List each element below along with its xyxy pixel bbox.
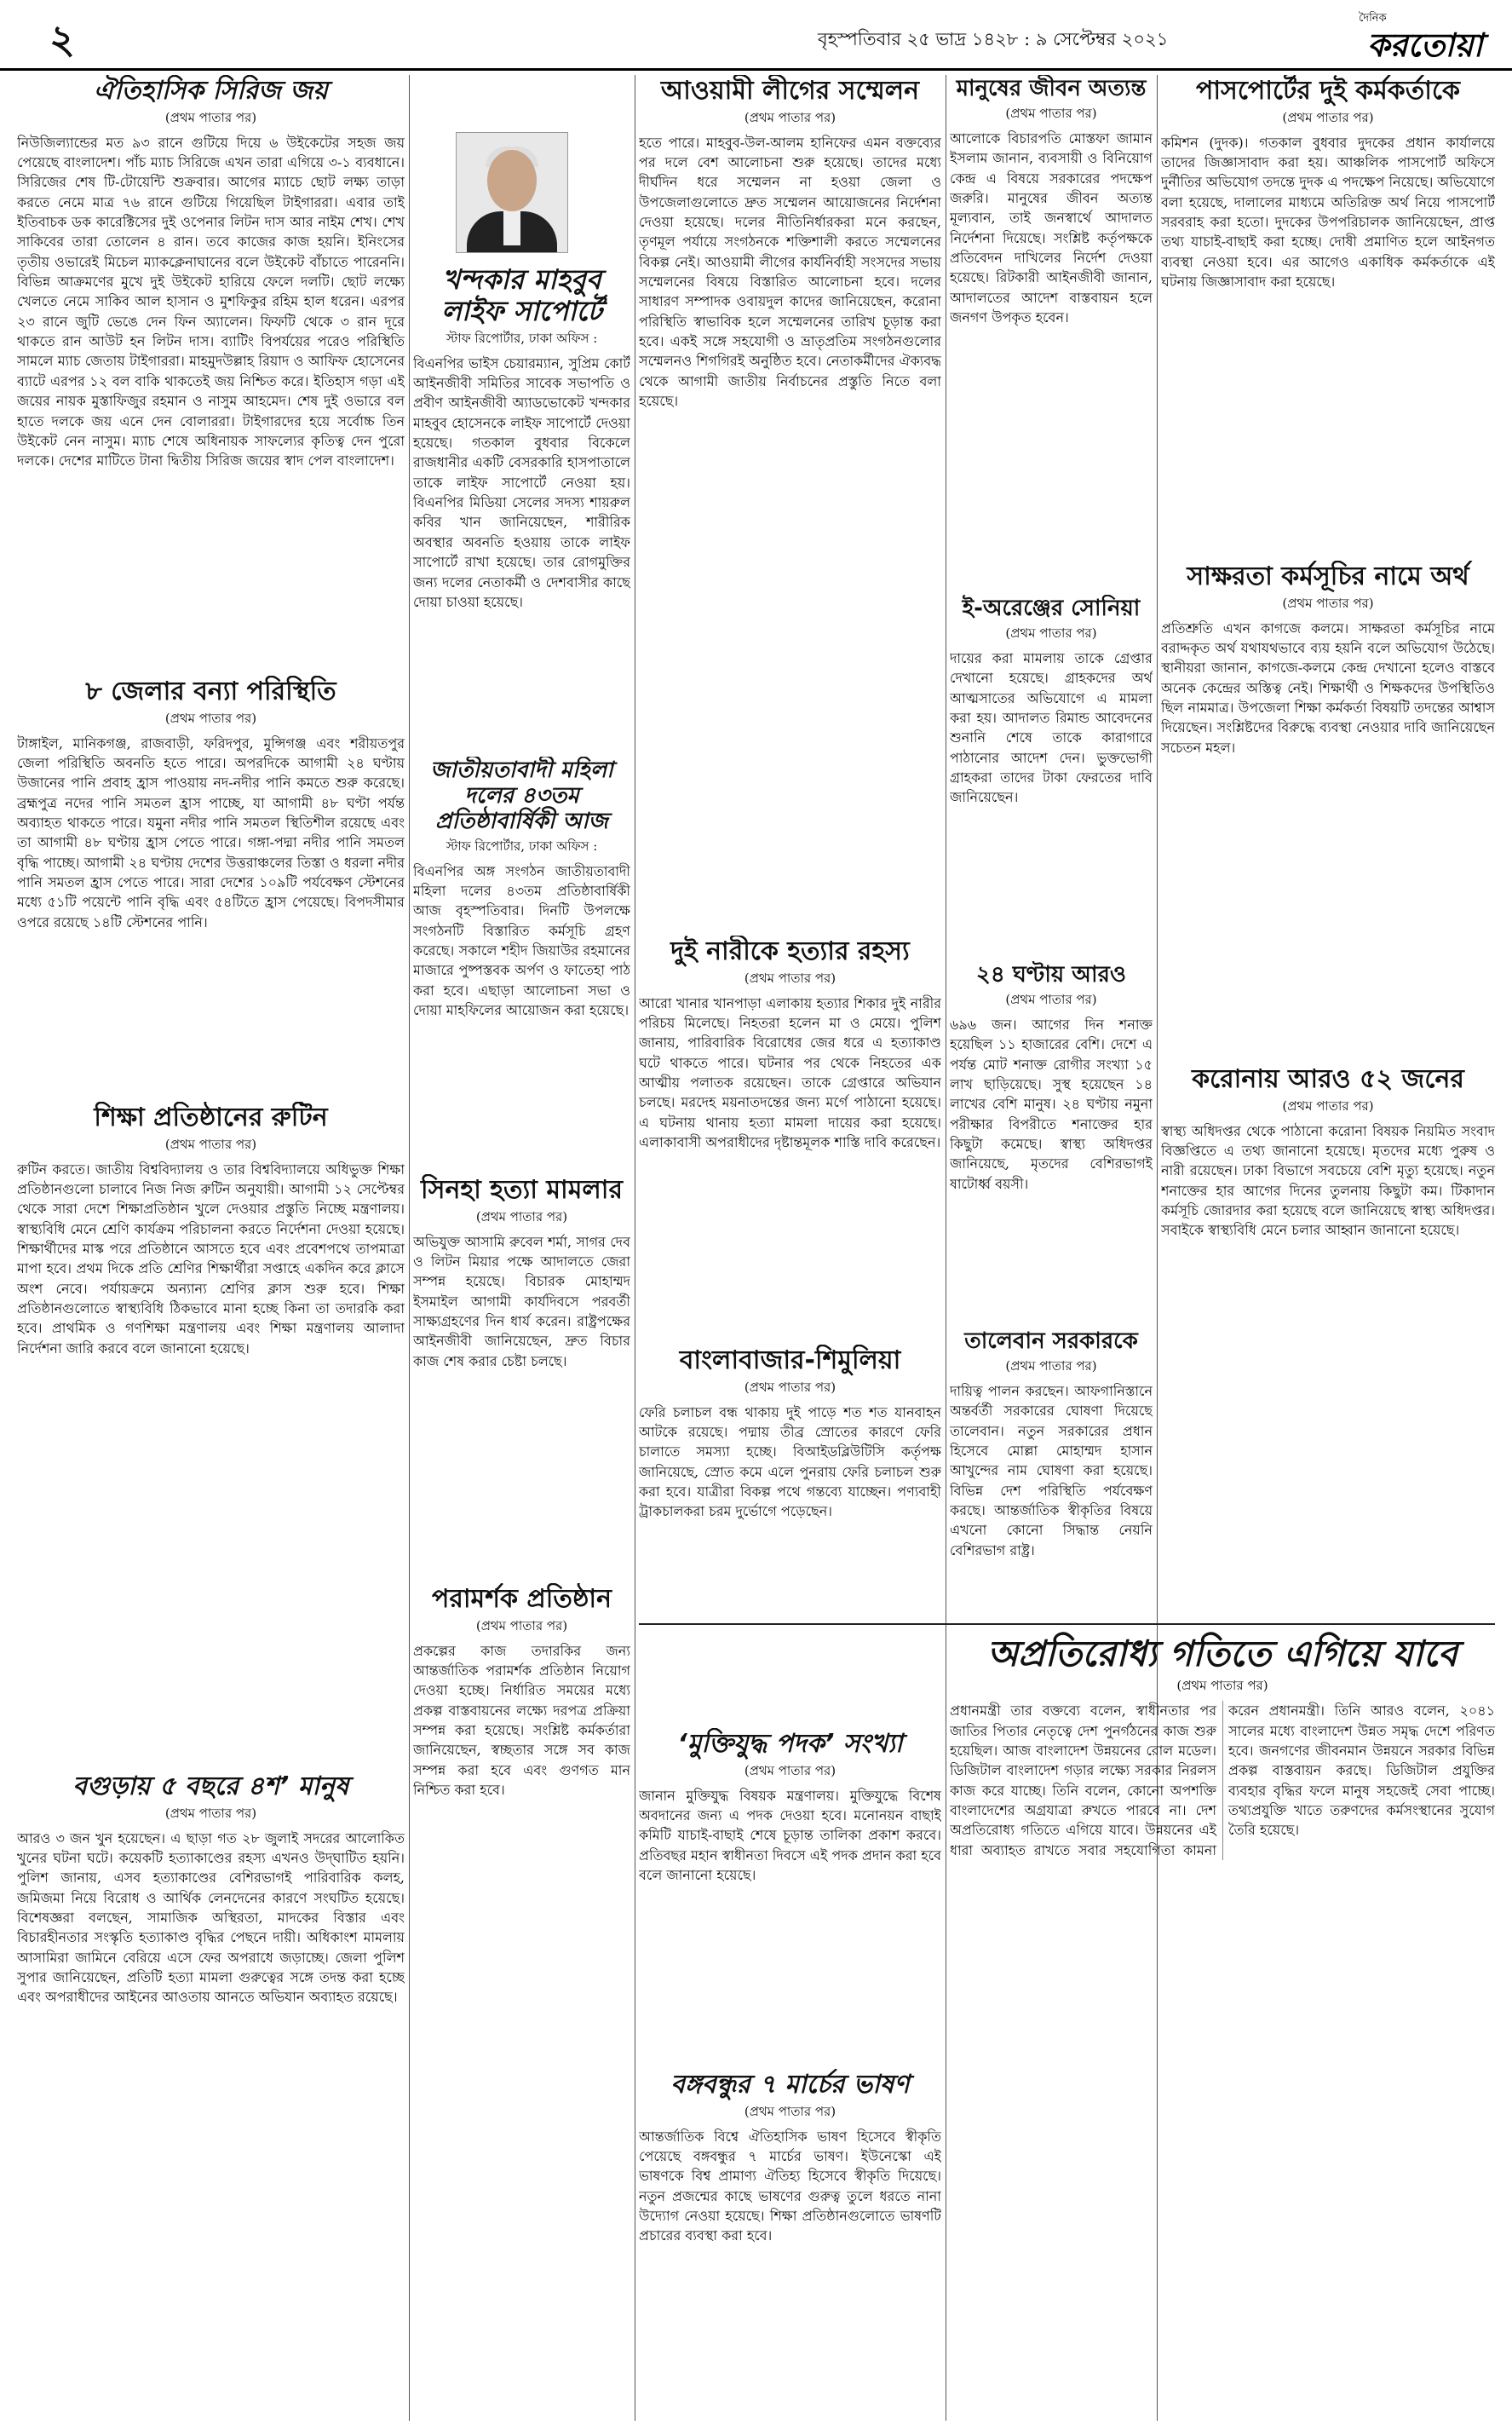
section-divider xyxy=(639,1623,1495,1625)
article-human-life xyxy=(950,75,1153,586)
article-headline: ই-অরেঞ্জের সোনিয়া xyxy=(962,596,1141,621)
article-body: আন্তর্জাতিক বিশ্বে ঐতিহাসিক ভাষণ হিসেবে স্বীকৃতি পেয়েছে বঙ্গবন্ধুর ৭ মার্চের ভাষণ। ইউনেস্কো এই ভাষণকে বিশ্ব প্রামাণ্য ঐতিহ্য হিসেবে স্বীকৃতি দিয়েছে। নতুন প্রজন্মের কাছে ভাষণের গুরুত্ব তুলে ধরতে নানা উদ্যোগ নেওয়া হয়েছে। শিক্ষা প্রতিষ্ঠানগুলোতে ভাষণটি প্রচারের ব্যবস্থা করা হবে। xyxy=(639,2128,941,2244)
newspaper-logo xyxy=(1359,5,1486,64)
article-source: (প্রথম পাতার পর) xyxy=(1176,1678,1268,1694)
article-source: (প্রথম পাতার পর) xyxy=(164,1805,257,1821)
article-headline: বগুড়ায় ৫ বছরে ৪শ’ মানুষ xyxy=(72,1771,349,1801)
column-3 xyxy=(639,75,941,2421)
article-headline: আওয়ামী লীগের সম্মেলন xyxy=(660,76,920,106)
column-2 xyxy=(413,75,630,2421)
article-source: (প্রথম পাতার পর) xyxy=(1005,625,1097,641)
article-passport xyxy=(1161,75,1495,552)
article-headline: ‘মুক্তিযুদ্ধ পদক’ সংখ্যা xyxy=(677,1729,903,1759)
article-sinha-case xyxy=(413,1174,630,1575)
article-body: দায়ের করা মামলায় তাকে গ্রেপ্তার দেখানো হয়েছে। গ্রাহকদের অর্থ আত্মসাতের অভিযোগে এ মামলা করা হয়। আদালত রিমান্ড আবেদনের শুনানি শেষে তাকে কারাগারে পাঠানোর আদেশ দেন। ভুক্তভোগী গ্রাহকরা তাদের টাকা ফেরতের দাবি জানিয়েছেন। xyxy=(950,649,1153,806)
article-headline: তালেবান সরকারকে xyxy=(964,1328,1138,1354)
article-unstoppable xyxy=(950,1632,1495,2356)
article-source: (প্রথম পাতার পর) xyxy=(744,970,836,986)
article-body: স্বাস্থ্য অধিদপ্তর থেকে পাঠানো করোনা বিষয়ক নিয়মিত সংবাদ বিজ্ঞপ্তিতে এ তথ্য জানানো হয়েছে। মৃতদের মধ্যে পুরুষ ও নারী রয়েছেন। ঢাকা বিভাগে সবচেয়ে বেশি মৃত্যু হয়েছে। নতুন শনাক্তের হার আগের দিনের তুলনায় কিছুটা কম। টিকাদান কর্মসূচি জোরদার করা হয়েছে বলে জানিয়েছে স্বাস্থ্য অধিদপ্তর। সবাইকে স্বাস্থ্যবিধি মেনে চলার আহ্বান জানানো হয়েছে। xyxy=(1161,1122,1495,1239)
article-source: (প্রথম পাতার পর) xyxy=(744,1379,836,1395)
article-body: প্রকল্পের কাজ তদারকির জন্য আন্তর্জাতিক পরামর্শক প্রতিষ্ঠান নিয়োগ দেওয়া হচ্ছে। নির্ধারিত সময়ের মধ্যে প্রকল্প বাস্তবায়নের লক্ষ্যে দরপত্র প্রক্রিয়া সম্পন্ন করা হয়েছে। সংশ্লিষ্ট কর্মকর্তারা জানিয়েছেন, স্বচ্ছতার সঙ্গে সব কাজ সম্পন্ন করা হবে এবং গুণগত মান নিশ্চিত করা হবে। xyxy=(413,1642,630,1799)
article-body: জানান মুক্তিযুদ্ধ বিষয়ক মন্ত্রণালয়। মুক্তিযুদ্ধে বিশেষ অবদানের জন্য এ পদক দেওয়া হবে। মনোনয়ন বাছাই কমিটি যাচাই-বাছাই শেষে চূড়ান্ত তালিকা প্রকাশ করবে। প্রতিবছর মহান স্বাধীনতা দিবসে এই পদক প্রদান করা হবে বলে জানানো হয়েছে। xyxy=(639,1787,941,1883)
article-mohila-dal xyxy=(413,757,630,1166)
article-consultant xyxy=(413,1583,630,2384)
article-headline: বঙ্গবন্ধুর ৭ মার্চের ভাষণ xyxy=(670,2070,910,2100)
article-body: বিএনপির ভাইস চেয়ারম্যান, সুপ্রিম কোর্ট আইনজীবী সমিতির সাবেক সভাপতি ও প্রবীণ আইনজীবী অ্যাডভোকেট খন্দকার মাহবুব হোসেনকে লাইফ সাপোর্টে দেওয়া হয়েছে। গতকাল বুধবার বিকেলে রাজধানীর একটি বেসরকারি হাসপাতালে তাকে লাইফ সাপোর্টে নেওয়া হয়। বিএনপির মিডিয়া সেলের সদস্য শায়রুল কবির খান জানিয়েছেন, শারীরিক অবস্থার অবনতি হওয়ায় তাকে লাইফ সাপোর্টে রাখা হয়েছে। তার রোগমুক্তির জন্য দলের নেতাকর্মী ও দেশবাসীর কাছে দোয়া চাওয়া হয়েছে। xyxy=(413,354,630,610)
article-headline: পাসপোর্টের দুই কর্মকর্তাকে xyxy=(1195,76,1461,106)
article-source: স্টাফ রিপোর্টার, ঢাকা অফিস : xyxy=(446,838,598,854)
article-march7-speech xyxy=(639,2069,941,2418)
article-headline: খন্দকার মাহবুব লাইফ সাপোর্টে xyxy=(441,263,602,327)
article-source: (প্রথম পাতার পর) xyxy=(164,109,257,125)
article-headline: ঐতিহাসিক সিরিজ জয় xyxy=(94,76,328,106)
article-24-hours xyxy=(950,961,1153,1319)
article-headline: সাক্ষরতা কর্মসূচির নামে অর্থ xyxy=(1187,562,1469,591)
article-headline: অপ্রতিরোধ্য গতিতে এগিয়ে যাবে xyxy=(986,1633,1458,1674)
article-body: ফেরি চলাচল বন্ধ থাকায় দুই পাড়ে শত শত যানবাহন আটকে রয়েছে। পদ্মায় তীব্র স্রোতের কারণে ফেরি চালাতে সমস্যা হচ্ছে। বিআইডব্লিউটিসি কর্তৃপক্ষ জানিয়েছে, স্রোত কমে এলে পুনরায় ফেরি চলাচল শুরু করা হবে। যাত্রীরা বিকল্প পথে গন্তব্যে যাচ্ছেন। পণ্যবাহী ট্রাকচালকরা চরম দুর্ভোগে পড়েছেন। xyxy=(639,1403,941,1520)
logo-small-text: দৈনিক xyxy=(1359,12,1387,25)
article-flood xyxy=(17,676,405,1093)
article-source: (প্রথম পাতার পর) xyxy=(744,109,836,125)
article-body: প্রতিশ্রুতি এখন কাগজে কলমে। সাক্ষরতা কর্মসূচির নামে বরাদ্দকৃত অর্থ যথাযথভাবে ব্যয় হয়নি বলে অভিযোগ উঠেছে। স্থানীয়রা জানান, কাগজে-কলমে কেন্দ্র দেখানো হলেও বাস্তবে অনেক কেন্দ্রের অস্তিত্ব নেই। শিক্ষার্থী ও শিক্ষকদের উপস্থিতিও ছিল নামমাত্র। উপজেলা শিক্ষা কর্মকর্তা বিষয়টি তদন্তের আশ্বাস দিয়েছেন। সংশ্লিষ্টদের বিরুদ্ধে ব্যবস্থা নেওয়ার দাবি জানিয়েছেন সচেতন মহল। xyxy=(1161,619,1495,756)
page-number: ২ xyxy=(49,16,75,62)
page-header xyxy=(0,0,1512,71)
article-source: (প্রথম পাতার পর) xyxy=(164,1136,257,1152)
column-1 xyxy=(17,75,405,2421)
article-headline: মানুষের জীবন অত্যন্ত xyxy=(956,76,1147,101)
article-corona-deaths xyxy=(1161,1063,1495,1609)
article-body: ৬৯৬ জন। আগের দিন শনাক্ত হয়েছিল ১১ হাজারের বেশি। দেশে এ পর্যন্ত মোট শনাক্ত রোগীর সংখ্যা ১৫ লাখ ছাড়িয়েছে। সুস্থ হয়েছেন ১৪ লাখের বেশি মানুষ। ২৪ ঘণ্টায় নমুনা পরীক্ষার বিপরীতে শনাক্তের হার কিছুটা কমেছে। স্বাস্থ্য অধিদপ্তর জানিয়েছে, মৃতদের বেশিরভাগই ষাটোর্ধ্ব বয়সী। xyxy=(950,1016,1153,1192)
article-headline: শিক্ষা প্রতিষ্ঠানের রুটিন xyxy=(94,1103,328,1132)
article-source: (প্রথম পাতার পর) xyxy=(1282,1097,1374,1114)
article-liberation-medal xyxy=(639,1728,941,2060)
article-source: (প্রথম পাতার পর) xyxy=(1282,109,1374,125)
article-source: (প্রথম পাতার পর) xyxy=(744,2103,836,2119)
article-two-women xyxy=(639,936,941,1336)
article-body: হতে পারে। মাহবুব-উল-আলম হানিফের এমন বক্তব্যের পর দলে বেশ আলোচনা শুরু হয়েছে। তাদের মধ্যে দীর্ঘদিন ধরে সম্মেলন না হওয়া জেলা ও উপজেলাগুলোতে দ্রুত সম্মেলন আয়োজনের নির্দেশনা দেওয়া হয়েছে। দলের নীতিনির্ধারকরা মনে করছেন, তৃণমূল পর্যায়ে সংগঠনকে শক্তিশালী করতে সম্মেলনের বিকল্প নেই। আওয়ামী লীগের কার্যনির্বাহী সংসদের সভায় সম্মেলনের বিষয়ে বিস্তারিত আলোচনা হবে। দলের সাধারণ সম্পাদক ওবায়দুল কাদের জানিয়েছেন, করোনা পরিস্থিতি স্বাভাবিক হলে সম্মেলনের তারিখ চূড়ান্ত করা হবে। একই সঙ্গে সহযোগী ও ভ্রাতৃপ্রতিম সংগঠনগুলোর সম্মেলনও শিগগিরই অনুষ্ঠিত হবে। নেতাকর্মীদের ঐক্যবদ্ধ থেকে আগামী জাতীয় নির্বাচনের প্রস্তুতি নিতে বলা হয়েছে। xyxy=(639,134,941,410)
article-bogura-murders xyxy=(17,1771,405,2418)
article-headline: দুই নারীকে হত্যার রহস্য xyxy=(670,936,910,966)
article-source: (প্রথম পাতার পর) xyxy=(1005,1357,1097,1374)
article-body: আলোকে বিচারপতি মোস্তফা জামান ইসলাম জানান, ব্যবসায়ী ও বিনিয়োগ কেন্দ্র এ বিষয়ে সরকারের পদক্ষেপ জরুরি। মানুষের জীবন অত্যন্ত মূল্যবান, তাই জনস্বার্থে আদালত নির্দেশনা দিয়েছে। সংশ্লিষ্ট কর্তৃপক্ষকে প্রতিবেদন দাখিলের নির্দেশ দেওয়া হয়েছে। রিটকারী আইনজীবী জানান, আদালতের আদেশ বাস্তবায়ন হলে জনগণ উপকৃত হবেন। xyxy=(950,130,1153,326)
article-source: (প্রথম পাতার পর) xyxy=(1005,991,1097,1007)
article-literacy xyxy=(1161,561,1495,1055)
article-headline: করোনায় আরও ৫২ জনের xyxy=(1192,1064,1464,1094)
article-source: (প্রথম পাতার পর) xyxy=(164,710,257,726)
article-source: (প্রথম পাতার পর) xyxy=(1282,595,1374,611)
article-ferry xyxy=(639,1345,941,1720)
article-body: বিএনপির অঙ্গ সংগঠন জাতীয়তাবাদী মহিলা দলের ৪৩তম প্রতিষ্ঠাবার্ষিকী আজ বৃহস্পতিবার। দিনটি উপলক্ষে সংগঠনটি বিস্তারিত কর্মসূচি গ্রহণ করেছে। সকালে শহীদ জিয়াউর রহমানের মাজারে পুষ্পস্তবক অর্পণ ও ফাতেহা পাঠ করা হবে। এছাড়া আলোচনা সভা ও দোয়া মাহফিলের আয়োজন করা হয়েছে। xyxy=(413,862,630,1019)
article-body: আরো খানার খানপাড়া এলাকায় হত্যার শিকার দুই নারীর পরিচয় মিলেছে। নিহতরা হলেন মা ও মেয়ে। পুলিশ জানায়, পারিবারিক বিরোধের জের ধরে এ হত্যাকাণ্ড ঘটে থাকতে পারে। ঘটনার পর থেকে নিহতের এক আত্মীয় পলাতক রয়েছেন। তাকে গ্রেপ্তারে অভিযান চলছে। মরদেহ ময়নাতদন্তের জন্য মর্গে পাঠানো হয়েছে। এ ঘটনায় থানায় হত্যা মামলা দায়ের করা হয়েছে। এলাকাবাসী অপরাধীদের দৃষ্টান্তমূলক শাস্তি দাবি করেছেন। xyxy=(639,994,941,1151)
article-headline: সিনহা হত্যা মামলার xyxy=(421,1175,623,1205)
article-headline: পরামর্শক প্রতিষ্ঠান xyxy=(431,1584,612,1614)
article-body: কমিশন (দুদক)। গতকাল বুধবার দুদকের প্রধান কার্যালয়ে তাদের জিজ্ঞাসাবাদ করা হয়। আঞ্চলিক পাসপোর্ট অফিসে দুর্নীতির অভিযোগ তদন্তে দুদক এ পদক্ষেপ নিয়েছে। অভিযোগে বলা হয়েছে, দালালের মাধ্যমে অতিরিক্ত অর্থ নিয়ে পাসপোর্ট সরবরাহ করা হতো। দুদকের উপপরিচালক জানিয়েছেন, প্রাপ্ত তথ্য যাচাই-বাছাই করা হচ্ছে। দোষী প্রমাণিত হলে আইনগত ব্যবস্থা নেওয়া হবে। এর আগেও একাধিক কর্মকর্তাকে এই ঘটনায় জিজ্ঞাসাবাদ করা হয়েছে। xyxy=(1161,134,1495,291)
article-headline: বাংলাবাজার-শিমুলিয়া xyxy=(679,1345,901,1375)
article-body: আরও ৩ জন খুন হয়েছেন। এ ছাড়া গত ২৮ জুলাই সদরের আলোকিত খুনের ঘটনা ঘটে। কয়েকটি হত্যাকাণ্ডের রহস্য এখনও উদ্‌ঘাটিত হয়নি। পুলিশ জানায়, এসব হত্যাকাণ্ডের বেশিরভাগই পারিবারিক কলহ, জমিজমা নিয়ে বিরোধ ও আর্থিক লেনদেনের কারণে সংঘটিত হয়েছে। বিশেষজ্ঞরা বলছেন, সামাজিক অস্থিরতা, মাদকের বিস্তার এবং বিচারহীনতার সংস্কৃতি হত্যাকাণ্ড বৃদ্ধির পেছনে দায়ী। অধিকাংশ মামলায় আসামিরা জামিনে বেরিয়ে এসে ফের অপরাধে জড়াচ্ছে। জেলা পুলিশ সুপার জানিয়েছেন, প্রতিটি হত্যা মামলা গুরুত্বের সঙ্গে তদন্ত করা হচ্ছে এবং অপরাধীদের আইনের আওতায় আনতে অভিযান অব্যাহত রয়েছে। xyxy=(17,1829,405,2006)
article-body: রুটিন করতে। জাতীয় বিশ্ববিদ্যালয় ও তার বিশ্ববিদ্যালয়ে অধিভুক্ত শিক্ষা প্রতিষ্ঠানগুলো চালাবে নিজ নিজ রুটিন অনুযায়ী। আগামী ১২ সেপ্টেম্বর থেকে সারা দেশে শিক্ষাপ্রতিষ্ঠান খুলে দেওয়ার প্রস্তুতি নিচ্ছে মন্ত্রণালয়। স্বাস্থ্যবিধি মেনে শ্রেণি কার্যক্রম পরিচালনা করতে নির্দেশনা দেওয়া হয়েছে। শিক্ষার্থীদের মাস্ক পরে প্রতিষ্ঠানে আসতে হবে এবং প্রবেশপথে তাপমাত্রা মাপা হবে। প্রথম দিকে প্রতি শ্রেণির শিক্ষার্থীরা সপ্তাহে একদিন করে ক্লাসে অংশ নেবে। পর্যায়ক্রমে অন্যান্য শ্রেণির ক্লাস শুরু হবে। শিক্ষা প্রতিষ্ঠানগুলোতে স্বাস্থ্যবিধি ঠিকভাবে মানা হচ্ছে কিনা তা তদারকি করা হবে। প্রাথমিক ও গণশিক্ষা মন্ত্রণালয় এবং শিক্ষা মন্ত্রণালয় আলাদা নির্দেশনা জারি করবে বলে জানানো হয়েছে। xyxy=(17,1161,405,1357)
article-series-win xyxy=(17,75,405,671)
article-source: (প্রথম পাতার পর) xyxy=(1005,105,1097,121)
article-taliban xyxy=(950,1328,1153,1617)
date-line: বৃহস্পতিবার ২৫ ভাদ্র ১৪২৮ : ৯ সেপ্টেম্বর ২০২১ xyxy=(818,29,1169,49)
article-awami-league xyxy=(639,75,941,927)
article-source: (প্রথম পাতার পর) xyxy=(475,1617,568,1633)
article-headline: জাতীয়তাবাদী মহিলা দলের ৪৩তম প্রতিষ্ঠাবার্ষিকী আজ xyxy=(430,758,613,834)
article-headline: ২৪ ঘণ্টায় আরও xyxy=(975,962,1127,988)
article-body: নিউজিল্যান্ডের মত ৯৩ রানে গুটিয়ে দিয়ে ৬ উইকেটের সহজ জয় পেয়েছে বাংলাদেশ। পাঁচ ম্যাচ সিরিজে এখন তারা এগিয়ে ৩-১ ব্যবধানে। সিরিজের শেষ টি-টোয়েন্টি শুক্রবার। আগের ম্যাচে ছোট লক্ষ্য তাড়া করতে নেমে মাত্র ৭৬ রানে গুটিয়ে গিয়েছিল টাইগাররা। এবার তাই ইতিবাচক ডক কারেক্টিসের দুই ওপেনার লিটন দাস আর নাইম শেখ। শেখ সাকিবের তারা তোলেন ৪ রান। তবে কাজের কাজ হয়নি। ইনিংসের তৃতীয় ওভারেই মিচেল ম্যাকক্লেনাঘানের বলে উইকেট বাঁচাতে পারেননি। বিভিন্ন আক্রমণের মুখে দুই উইকেট হারিয়ে ফেলে দলটি। ছোট লক্ষ্যে খেলতে নেমে সাকিব আল হাসান ও মুশফিকুর রহিম হাল ধরেন। এরপর ২৩ রানে জুটি ভেঙে দেন ফিন অ্যালেন। ফিফটি থেকে ৩ রান দূরে থাকতে রান আউট হন লিটন দাস। ব্যাটিং বিপর্যয়ের পরেও পরিস্থিতি সামলে ম্যাচ জেতায় টাইগাররা। মাহমুদউল্লাহ রিয়াদ ও আফিফ হোসেনের ব্যাটে এরপর ১২ বল বাকি থাকতেই জয় নিশ্চিত করে। ইতিহাস গড়া এই জয়ের নায়ক মুস্তাফিজুর রহমান ও নাসুম আহমেদ। শেষ দুই ওভারে বল হাতে দলকে জয় এনে দেন বোলাররা। টাইগারদের হয়ে সর্বোচ্চ তিন উইকেট নেন নাসুম। ম্যাচ শেষে অধিনায়ক সাফল্যের কৃতিত্ব দেন পুরো দলকে। দেশের মাটিতে টানা দ্বিতীয় সিরিজ জয়ের স্বাদ পেল বাংলাদেশ। xyxy=(17,134,405,469)
article-body: অভিযুক্ত আসামি রুবেল শর্মা, সাগর দেব ও লিটন মিয়ার পক্ষে আদালতে জেরা সম্পন্ন হয়েছে। বিচারক মোহাম্মদ ইসমাইল আগামী কার্যদিবসে পরবর্তী সাক্ষ্যগ্রহণের দিন ধার্য করেন। রাষ্ট্রপক্ষের আইনজীবী জানিয়েছেন, দ্রুত বিচার কাজ শেষ করার চেষ্টা চলছে। xyxy=(413,1233,630,1369)
article-education-routine xyxy=(17,1102,405,1766)
column-divider xyxy=(409,75,410,2421)
article-source: স্টাফ রিপোর্টার, ঢাকা অফিস : xyxy=(446,330,598,346)
article-life-support xyxy=(413,262,630,748)
article-body: টাঙ্গাইল, মানিকগঞ্জ, রাজবাড়ী, ফরিদপুর, মুন্সিগঞ্জ এবং শরীয়তপুর জেলা পরিস্থিতি অবনতি হতে পারে। অপরদিকে আগামী ২৪ ঘণ্টায় উজানের পানি প্রবাহ হ্রাস পাওয়ায় নদ-নদীর পানি কমতে শুরু করেছে। ব্রহ্মপুত্র নদের পানি সমতল হ্রাস পাচ্ছে, যা আগামী ৪৮ ঘণ্টা পর্যন্ত অব্যাহত থাকতে পারে। যমুনা নদীর পানি সমতল স্থিতিশীল রয়েছে এবং তা আগামী ৪৮ ঘণ্টায় হ্রাস পেতে পারে। গঙ্গা-পদ্মা নদীর পানি সমতল বৃদ্ধি পাচ্ছে। আগামী ২৪ ঘণ্টায় দেশের উত্তরাঞ্চলের তিস্তা ও ধরলা নদীর পানি সমতল হ্রাস পেতে পারে। সারা দেশের ১০৯টি পর্যবেক্ষণ স্টেশনের মধ্যে ৫১টি পয়েন্টে পানি বৃদ্ধি এবং ৫৪টিতে হ্রাস পেয়েছে। বিপদসীমার ওপরে রয়েছে ১৪টি স্টেশনের পানি। xyxy=(17,734,405,930)
article-body: প্রধানমন্ত্রী তার বক্তব্যে বলেন, স্বাধীনতার পর জাতির পিতার নেতৃত্বে দেশ পুনর্গঠনের কাজ শুরু হয়েছিল। আজ বাংলাদেশ উন্নয়নের রোল মডেল। ডিজিটাল বাংলাদেশ গড়ার লক্ষ্যে সরকার নিরলস কাজ করে যাচ্ছে। তিনি বলেন, কোনো অপশক্তি বাংলাদেশের অগ্রযাত্রা রুখতে পারবে না। দেশ অপ্রতিরোধ্য গতিতে এগিয়ে যাবে। উন্নয়নের এই ধারা অব্যাহত রাখতে সবার সহযোগিতা কামনা করেন প্রধানমন্ত্রী। তিনি আরও বলেন, ২০৪১ সালের মধ্যে বাংলাদেশ উন্নত সমৃদ্ধ দেশে পরিণত হবে। জনগণের জীবনমান উন্নয়নে সরকার বিভিন্ন প্রকল্প বাস্তবায়ন করছে। ডিজিটাল প্রযুক্তির ব্যবহার বৃদ্ধির ফলে মানুষ সহজেই সেবা পাচ্ছে। তথ্যপ্রযুক্তি খাতে তরুণদের কর্মসংস্থানের সুযোগ তৈরি হয়েছে। xyxy=(950,1702,1495,1858)
article-source: (প্রথম পাতার পর) xyxy=(744,1762,836,1778)
logo-big-text: করতোয়া xyxy=(1367,26,1483,64)
article-body: দায়িত্ব পালন করছেন। আফগানিস্তানে অন্তর্বর্তী সরকারের ঘোষণা দিয়েছে তালেবান। নতুন সরকারের প্রধান হিসেবে মোল্লা মোহাম্মদ হাসান আখুন্দের নাম ঘোষণা করা হয়েছে। বিভিন্ন দেশ পরিস্থিতি পর্যবেক্ষণ করছে। আন্তর্জাতিক স্বীকৃতির বিষয়ে এখনো কোনো সিদ্ধান্ত নেয়নি বেশিরভাগ রাষ্ট্র। xyxy=(950,1382,1153,1558)
article-e-orange xyxy=(950,595,1153,953)
article-source: (প্রথম পাতার পর) xyxy=(475,1208,568,1224)
article-headline: ৮ জেলার বন্যা পরিস্থিতি xyxy=(85,677,336,706)
